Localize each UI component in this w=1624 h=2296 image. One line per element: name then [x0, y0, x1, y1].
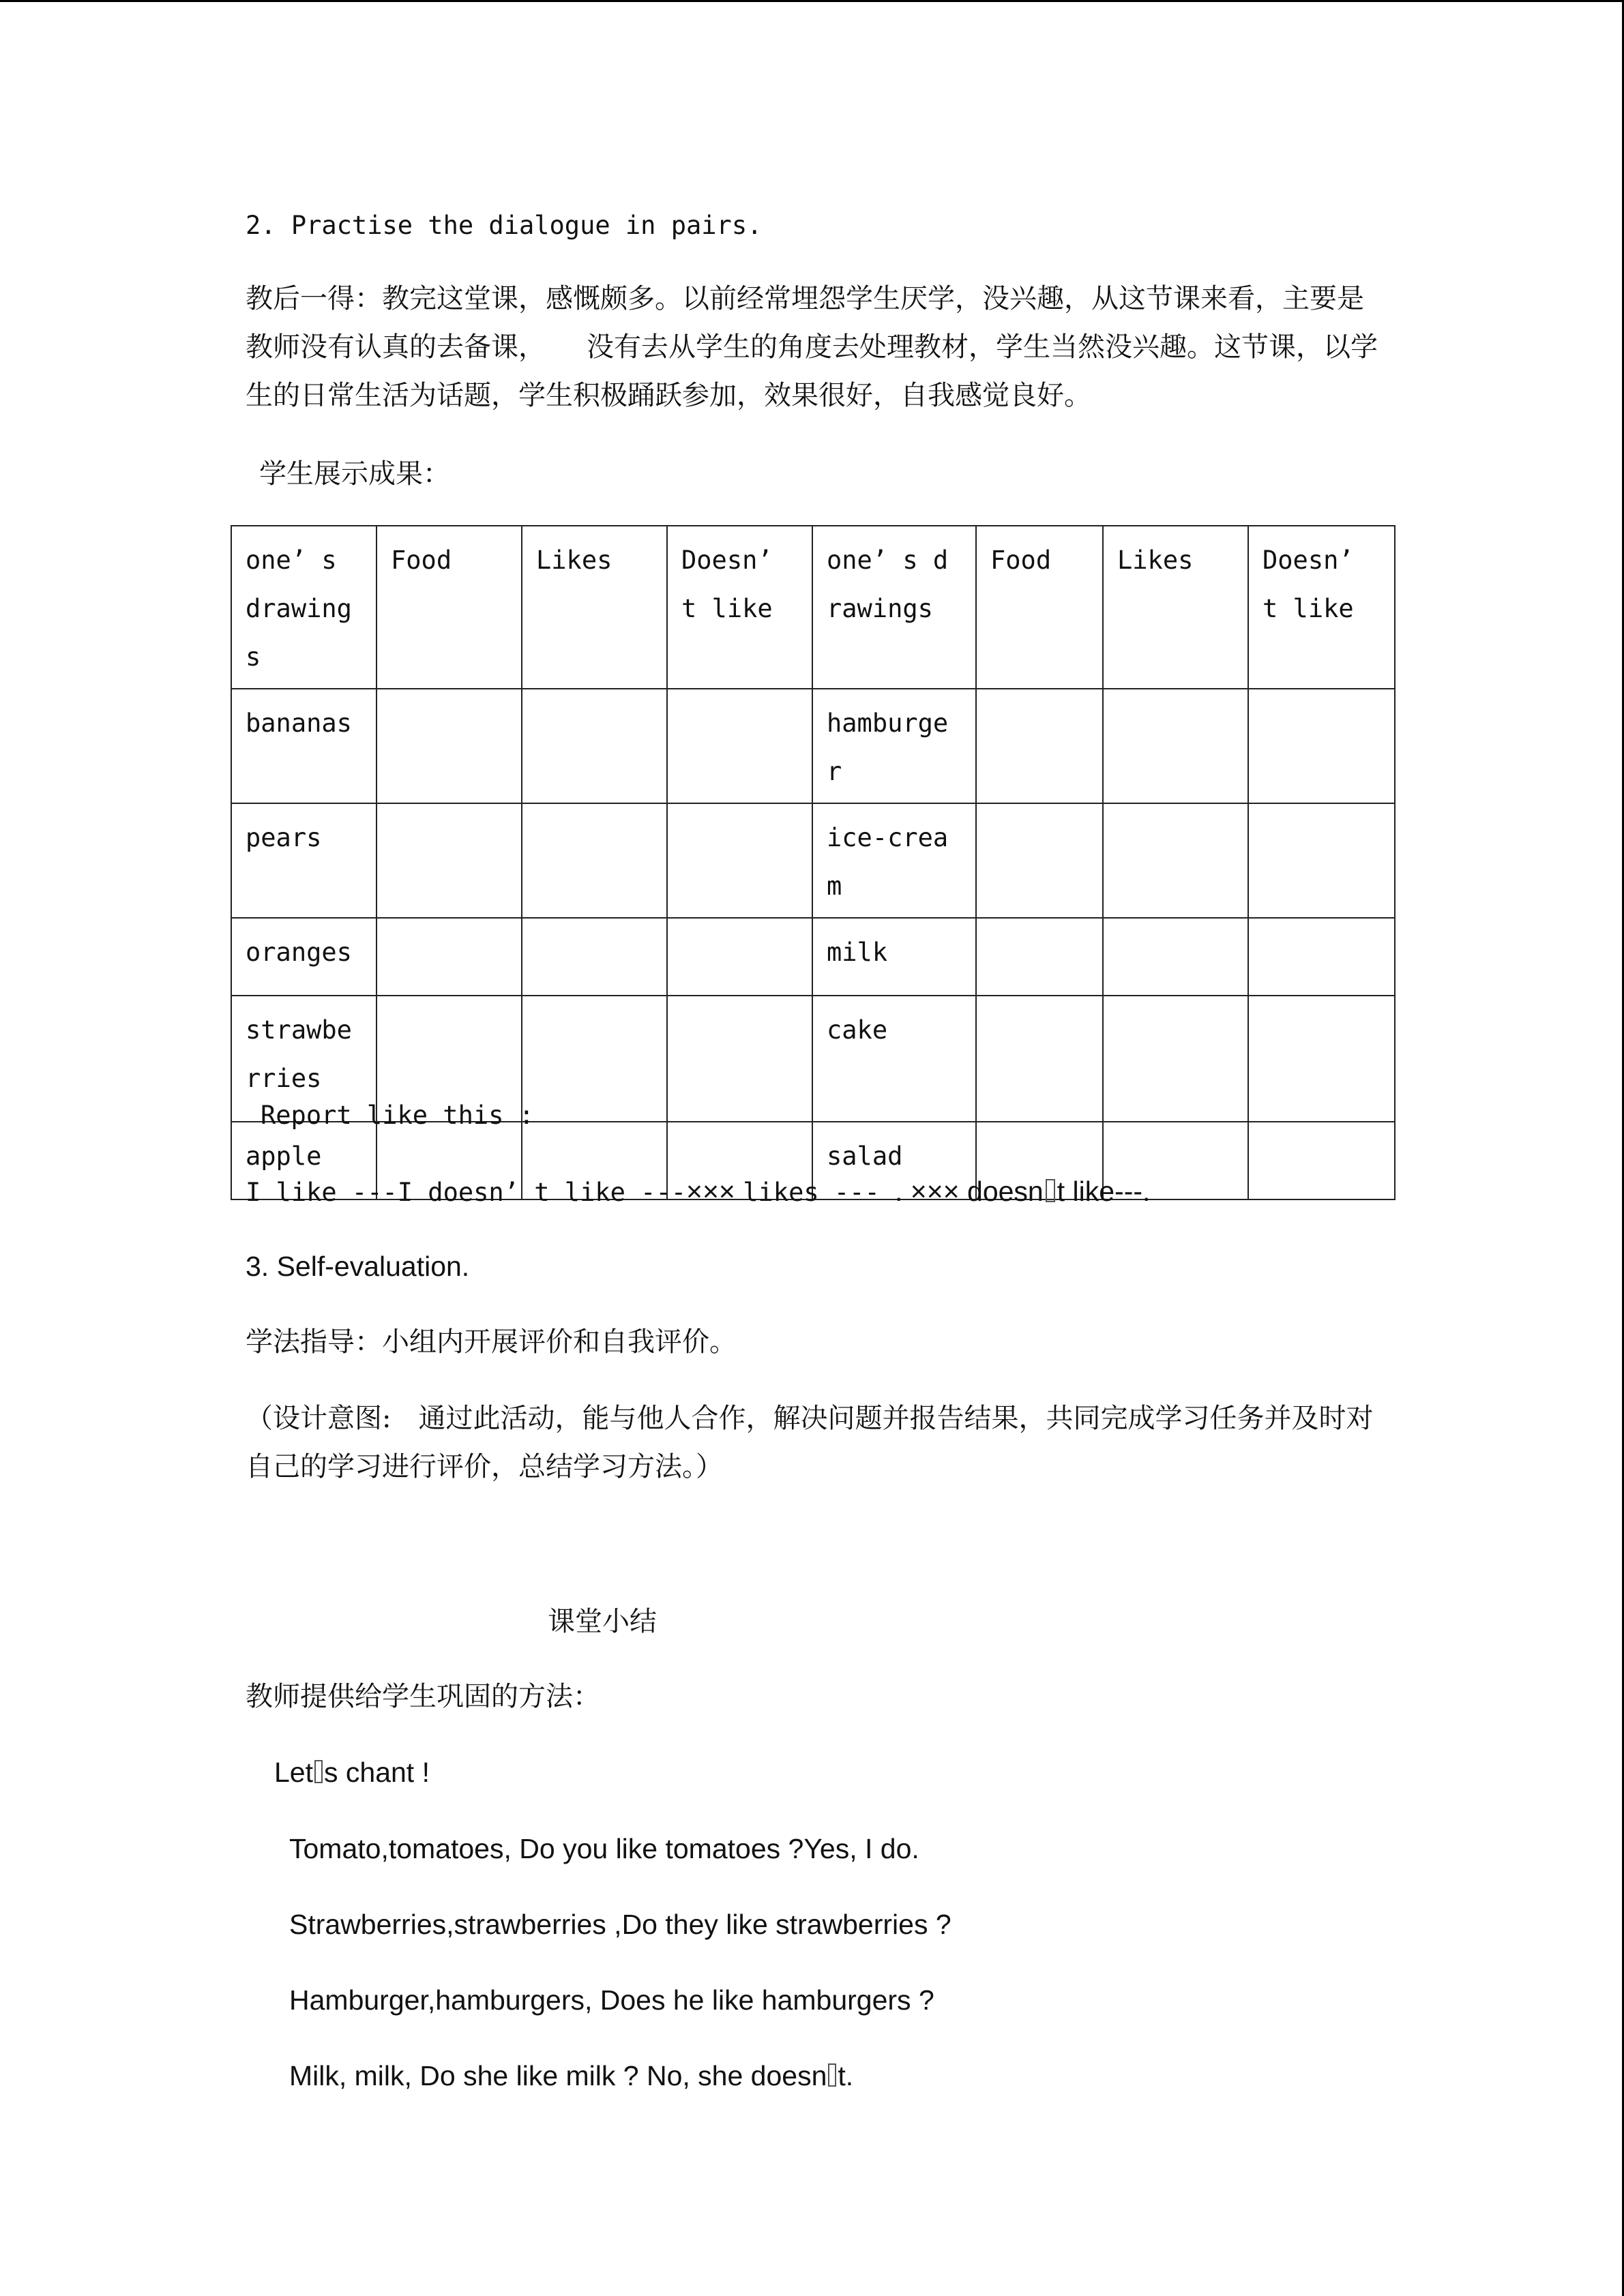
table-cell: [1103, 689, 1248, 803]
apostrophe-glyph: [314, 1760, 323, 1783]
table-cell: pears: [231, 803, 377, 918]
table-cell: bananas: [231, 689, 377, 803]
table-row: [231, 689, 1395, 803]
header-cell: one’ s drawings: [231, 526, 377, 689]
header-cell: Doesn’ t like: [1248, 526, 1395, 689]
table-cell: [522, 803, 667, 918]
table-cell: [1103, 996, 1248, 1122]
table-cell: [976, 996, 1103, 1122]
table-cell: [667, 689, 812, 803]
table-cell: [667, 996, 812, 1122]
table-cell: [1248, 918, 1395, 996]
table-cell: [377, 803, 522, 918]
apostrophe-glyph: [828, 2063, 836, 2087]
table-cell: [522, 689, 667, 803]
header-cell: Food: [377, 526, 522, 689]
table-row: [231, 803, 1395, 918]
chant-title-a: Let: [274, 1757, 313, 1788]
chant-last-a: Milk, milk, Do she like milk ? No, she doesn: [289, 2060, 827, 2091]
table-cell: [976, 803, 1103, 918]
table-cell: [522, 918, 667, 996]
chant-title: [274, 1759, 430, 1787]
header-cell: Doesn’ t like: [667, 526, 812, 689]
table-cell: [522, 996, 667, 1122]
header-cell: Food: [976, 526, 1103, 689]
table-cell: cake: [812, 996, 976, 1122]
table-cell: [667, 918, 812, 996]
report-part3: likes ---: [743, 1178, 896, 1207]
results-table: [231, 525, 1396, 1200]
table-cell: apple: [231, 1122, 377, 1199]
summary-title: 课堂小结: [548, 1606, 657, 1637]
report-part5: t like---.: [1057, 1176, 1151, 1207]
chant-line: Tomato,tomatoes, Do you like tomatoes ?Yes, I do.: [289, 1833, 919, 1864]
table-header-row: [231, 526, 1395, 689]
table-cell: [1248, 689, 1395, 803]
table-cell: strawberries: [231, 996, 377, 1122]
report-part2: ×××: [686, 1176, 743, 1207]
table-cell: [1248, 803, 1395, 918]
table-cell: [377, 918, 522, 996]
table-cell: [976, 689, 1103, 803]
apostrophe-glyph: [1046, 1179, 1055, 1202]
table-cell: oranges: [231, 918, 377, 996]
chant-line: Strawberries,strawberries ,Do they like strawberries ?: [289, 1909, 951, 1940]
table-cell: salad: [812, 1122, 976, 1199]
report-part4: . ××× doesn: [895, 1176, 1044, 1207]
chant-line-last: [289, 2062, 853, 2090]
header-cell: Likes: [522, 526, 667, 689]
section2-heading: 2. Practise the dialogue in pairs.: [246, 211, 763, 240]
report-example: [246, 1178, 1150, 1206]
results-label: 学生展示成果：: [259, 458, 450, 490]
report-label: Report like this :: [261, 1101, 534, 1130]
table-cell: hamburger: [812, 689, 976, 803]
table-cell: milk: [812, 918, 976, 996]
chant-last-b: t.: [838, 2060, 854, 2091]
report-part1: I like ---I doesn’ t like ---: [246, 1178, 687, 1207]
table-cell: [1248, 996, 1395, 1122]
table-cell: ice-cream: [812, 803, 976, 918]
chant-title-b: s chant !: [324, 1757, 430, 1788]
table-cell: [1248, 1122, 1395, 1199]
section3-heading: 3. Self-evaluation.: [246, 1251, 470, 1282]
design-intent: （设计意图: 通过此活动，能与他人合作，解决问题并报告结果，共同完成学习任务并及时对自己的学习进行评价，总结学习方法。）: [246, 1403, 1374, 1482]
table-cell: [1103, 918, 1248, 996]
summary-intro: 教师提供给学生巩固的方法：: [246, 1681, 600, 1712]
table-cell: [1103, 803, 1248, 918]
chant-line: Hamburger,hamburgers, Does he like hamburgers ?: [289, 1984, 934, 2016]
table-cell: [377, 689, 522, 803]
table-row: [231, 918, 1395, 996]
table-cell: [976, 918, 1103, 996]
table-cell: [667, 803, 812, 918]
header-cell: Likes: [1103, 526, 1248, 689]
header-cell: one’ s drawings: [812, 526, 976, 689]
reflection-paragraph: 教后一得：教完这堂课，感慨颇多。以前经常埋怨学生厌学，没兴趣，从这节课来看，主要是教师没有认真的去备课， 没有去从学生的角度去处理教材，学生当然没兴趣。这节课，以学生的日常生活为话题，学生积极踊跃参加，效果很好，自我感觉良好。: [246, 283, 1378, 411]
method-guide: 学法指导：小组内开展评价和自我评价。: [246, 1326, 737, 1358]
